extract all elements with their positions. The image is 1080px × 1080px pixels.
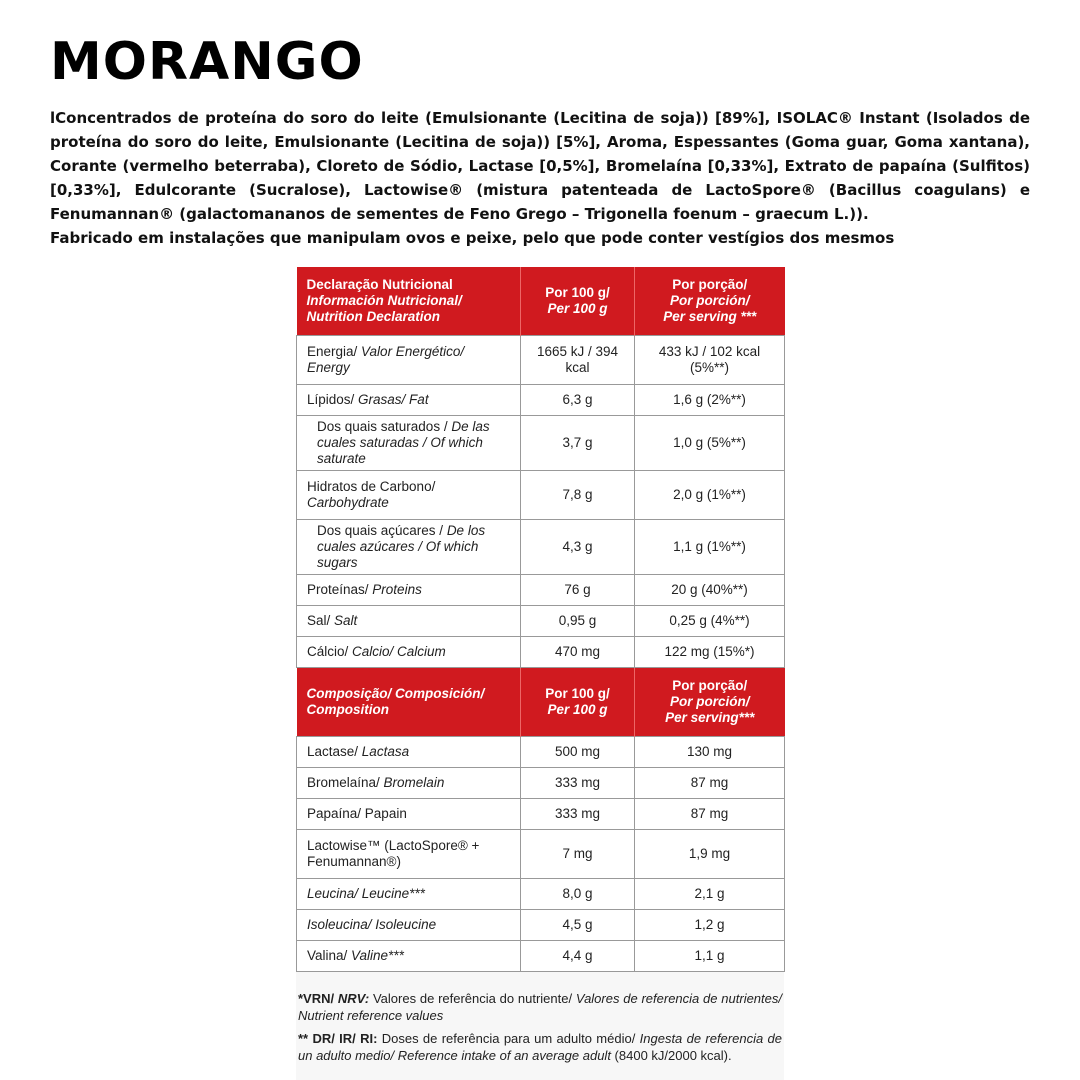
composition-row-lactowise [297,830,785,879]
row-serving: 0,25 g (4%**) [635,606,785,637]
composition-header-label: Composição/ Composición/ Composition [297,668,521,737]
row-label: Bromelaína/ Bromelain [297,768,521,799]
row-serving: 122 mg (15%*) [635,637,785,668]
composition-header-serving: Por porção/ Por porción/ Per serving*** [635,668,785,737]
nutrition-row-protein [297,575,785,606]
nutrition-header-label: Declaração Nutricional Información Nutricional/ Nutrition Declaration [297,267,521,336]
nutrition-row-saturates [297,416,785,471]
row-serving: 1,6 g (2%**) [635,385,785,416]
row-label: Dos quais açúcares / De los cuales azúcares / Of which sugars [297,520,521,575]
row-serving: 2,0 g (1%**) [635,471,785,520]
row-label: Leucina/ Leucine*** [297,879,521,910]
row-per100: 0,95 g [521,606,635,637]
row-label: Proteínas/ Proteins [297,575,521,606]
nutrition-row-energy [297,336,785,385]
row-per100: 333 mg [521,768,635,799]
row-label: Lactowise™ (LactoSpore® + Fenumannan®) [297,830,521,879]
composition-row-lactase [297,737,785,768]
row-label: Energia/ Valor Energético/ Energy [297,336,521,385]
row-serving: 1,0 g (5%**) [635,416,785,471]
footnote-vrn: *VRN/ NRV: Valores de referência do nutriente/ Valores de referencia de nutrientes/ Nutrient reference values [298,991,782,1023]
row-serving: 2,1 g [635,879,785,910]
row-per100: 4,4 g [521,941,635,972]
nutrition-row-sugars [297,520,785,575]
row-per100: 7 mg [521,830,635,879]
row-label: Hidratos de Carbono/ Carbohydrate [297,471,521,520]
row-serving: 433 kJ / 102 kcal (5%**) [635,336,785,385]
nutrition-header-serving: Por porção/ Por porción/ Per serving *** [635,267,785,336]
row-per100: 76 g [521,575,635,606]
row-label: Isoleucina/ Isoleucine [297,910,521,941]
row-per100: 333 mg [521,799,635,830]
page-title: MORANGO [50,32,364,92]
row-label: Dos quais saturados / De las cuales saturadas / Of which saturate [297,416,521,471]
row-label: Lípidos/ Grasas/ Fat [297,385,521,416]
nutrition-header-row [297,267,785,336]
footnotes [296,982,784,1064]
row-serving: 87 mg [635,799,785,830]
row-per100: 3,7 g [521,416,635,471]
row-serving: 87 mg [635,768,785,799]
row-per100: 470 mg [521,637,635,668]
composition-row-valine [297,941,785,972]
nutrition-row-salt [297,606,785,637]
row-label: Lactase/ Lactasa [297,737,521,768]
row-per100: 7,8 g [521,471,635,520]
row-serving: 1,2 g [635,910,785,941]
row-label: Valina/ Valine*** [297,941,521,972]
ingredients-text: lConcentrados de proteína do soro do leite (Emulsionante (Lecitina de soja)) [89%], ISOLAC® Instant (Isolados de proteína do soro do leite, Emulsionante (Lecitina de soja)) [5%], Aroma, Espessantes (Goma guar, Goma xantana), Corante (vermelho beterraba), Cloreto de Sódio, Lactase [0,5%], Bromelaína [0,33%], Extrato de papaína (Sulfitos) [0,33%], Edulcorante (Sucralose), Lactowise® (mistura patenteada de LactoSpore® (Bacillus coagulans) e Fenumannan® (galactomananos de sementes de Feno Grego – Trigonella foenum – graecum L.)). [50,109,1030,223]
nutrition-row-carbohydrate [297,471,785,520]
row-label: Cálcio/ Calcio/ Calcium [297,637,521,668]
row-serving: 1,1 g (1%**) [635,520,785,575]
nutrition-row-fat [297,385,785,416]
nutrition-panel [296,267,784,1070]
row-serving: 1,1 g [635,941,785,972]
nutrition-row-calcium [297,637,785,668]
row-per100: 6,3 g [521,385,635,416]
row-per100: 4,3 g [521,520,635,575]
composition-header-row [297,668,785,737]
row-per100: 1665 kJ / 394 kcal [521,336,635,385]
row-label: Sal/ Salt [297,606,521,637]
composition-row-leucine [297,879,785,910]
row-per100: 8,0 g [521,879,635,910]
row-label: Papaína/ Papain [297,799,521,830]
row-serving: 130 mg [635,737,785,768]
composition-header-per100: Por 100 g/ Per 100 g [521,668,635,737]
composition-row-bromelain [297,768,785,799]
nutrition-table [296,267,785,972]
composition-row-papain [297,799,785,830]
row-per100: 4,5 g [521,910,635,941]
nutrition-header-per100: Por 100 g/ Per 100 g [521,267,635,336]
row-serving: 20 g (40%**) [635,575,785,606]
footnote-dr: ** DR/ IR/ RI: Doses de referência para um adulto médio/ Ingesta de referencia de un adulto medio/ Reference intake of an average adult (8400 kJ/2000 kcal). [298,1031,782,1063]
row-serving: 1,9 mg [635,830,785,879]
composition-row-isoleucine [297,910,785,941]
allergen-warning: Fabricado em instalações que manipulam ovos e peixe, pelo que pode conter vestígios dos mesmos [50,229,895,247]
row-per100: 500 mg [521,737,635,768]
